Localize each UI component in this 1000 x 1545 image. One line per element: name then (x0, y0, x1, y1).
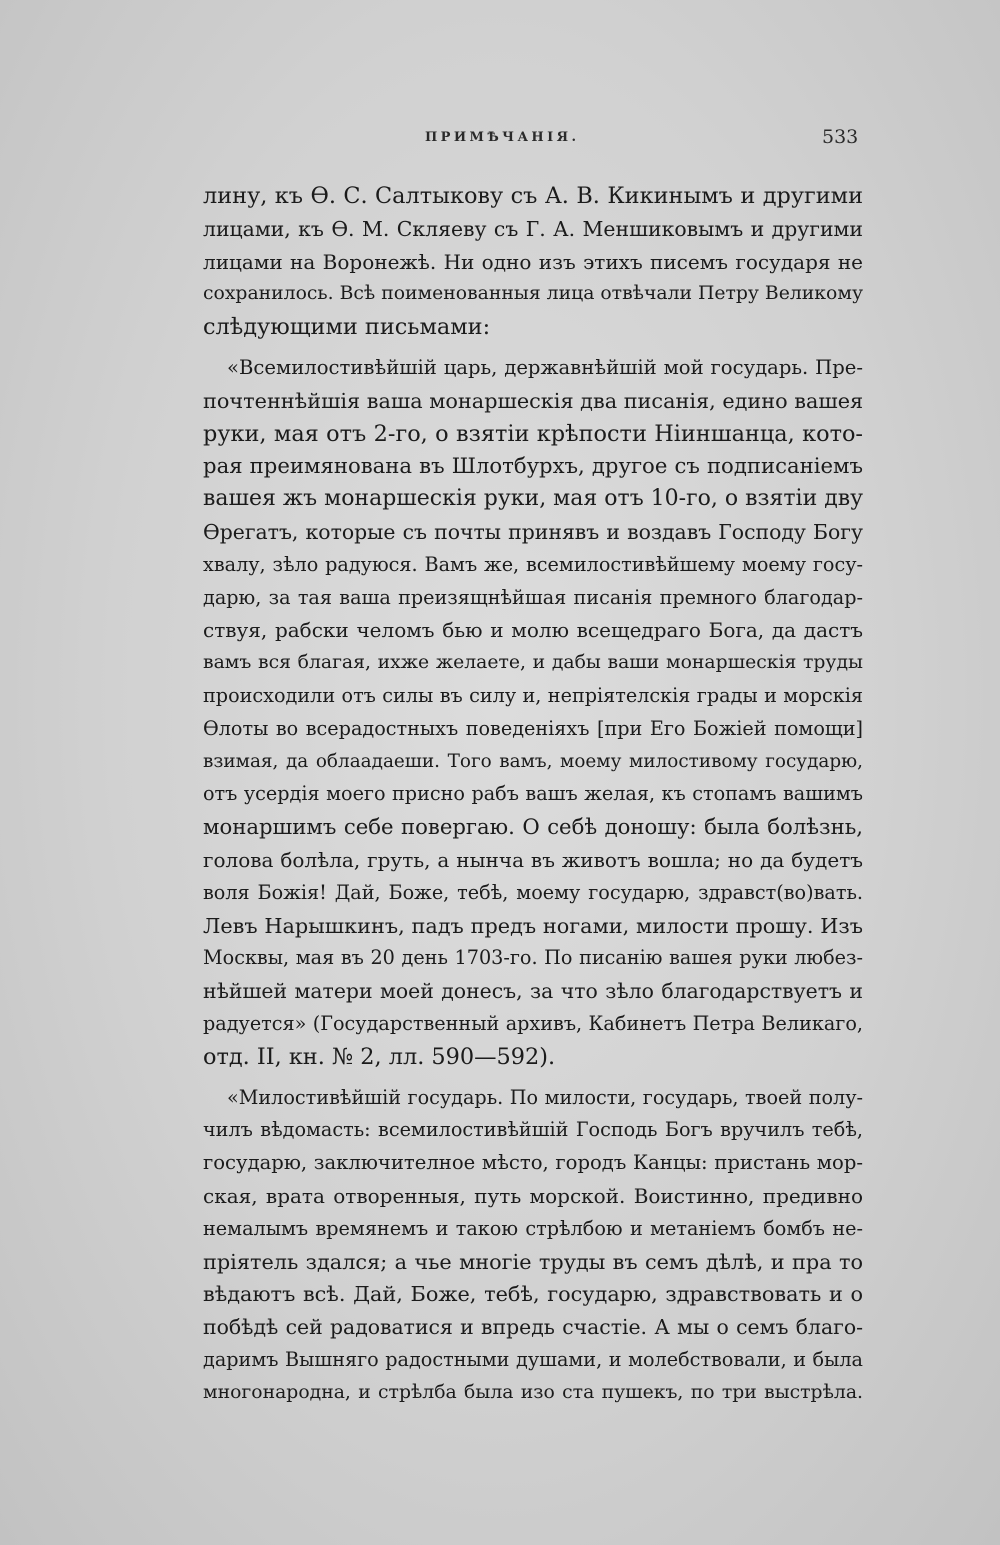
text-line: голова болѣла, груть, а нынча въ животъ вошла; но да будетъ (203, 847, 863, 872)
body-text (203, 180, 863, 1409)
text-line: происходили отъ силы въ силу и, непріятелскія грады и морскія (203, 683, 863, 707)
text-line: Левъ Нарышкинъ, падъ предъ ногами, милости прошу. Изъ (203, 913, 863, 938)
text-line: вамъ вся благая, ихже желаете, и дабы ваши монаршескія труды (203, 652, 863, 674)
text-line: нѣйшей матери моей донесъ, за что зѣло благодарствуетъ и (203, 979, 863, 1004)
text-line: вашея жъ монаршескія руки, мая отъ 10-го, о взятіи дву (203, 486, 864, 512)
text-line: побѣдѣ сей радоватися и впредь счастіе. А мы о семъ благо- (203, 1315, 863, 1340)
text-line: многонародна, и стрѣлба была изо ста пушекъ, по три выстрѣла. (203, 1381, 863, 1403)
text-line: слѣдующими письмами: (203, 314, 491, 341)
text-line: воля Божія! Дай, Боже, тебѣ, моему государю, здравст(во)вать. (203, 880, 863, 904)
text-line: руки, мая отъ 2-го, о взятіи крѣпости Ніиншанца, кото- (203, 420, 863, 447)
paragraph (203, 180, 863, 344)
text-line: даримъ Вышняго радостными душами, и молебствовали, и была (203, 1347, 863, 1371)
text-line: вѣдаютъ всѣ. Дай, Боже, тебѣ, государю, здравствовать и о (203, 1282, 863, 1307)
page-number: 533 (822, 126, 859, 148)
text-line: лицами, къ Ѳ. М. Скляеву съ Г. А. Меншиковымъ и другими (203, 216, 863, 241)
text-line: Ѳрегатъ, которые съ почты принявъ и воздавъ Господу Богу (203, 519, 863, 544)
running-title: ПРИМѢЧАНІЯ. (425, 130, 580, 145)
text-line: отъ усердія моего присно рабъ вашъ желая, къ стопамъ вашимъ (203, 782, 863, 806)
paragraph (203, 352, 863, 1074)
text-line: почтеннѣйшія ваша монаршескія два писанія, едино вашея (203, 388, 864, 413)
paragraph (203, 1082, 863, 1410)
text-line: «Милостивѣйшій государь. По милости, государь, твоей полу- (227, 1085, 863, 1109)
text-line: Москвы, мая въ 20 день 1703-го. По писанію вашея руки любез- (203, 946, 863, 970)
text-line: взимая, да облаадаеши. Того вамъ, моему милостивому государю, (203, 750, 863, 772)
text-line: отд. II, кн. № 2, лл. 590—592). (203, 1043, 556, 1070)
text-line: «Всемилостивѣйшій царь, державнѣйшій мой государь. Пре- (227, 355, 863, 379)
text-line: дарю, за тая ваша преизящнѣйшая писанія премного благодар- (203, 585, 863, 609)
text-line: чилъ вѣдомасть: всемилостивѣйшій Господь Богъ вручилъ тебѣ, (203, 1118, 863, 1142)
text-line: сохранилось. Всѣ поименованныя лица отвѣчали Петру Великому (203, 283, 863, 305)
text-line: ская, врата отворенныя, путь морской. Воистинно, предивно (203, 1183, 863, 1208)
text-line: лицами на Воронежѣ. Ни одно изъ этихъ писемъ государя не (203, 249, 863, 274)
text-line: пріятель здался; а чье многіе труды въ семъ дѣлѣ, и пра то (203, 1249, 863, 1274)
text-line: монаршимъ себе повергаю. О себѣ доношу: была болѣзнь, (203, 814, 863, 840)
text-line: лину, къ Ѳ. С. Салтыкову съ А. В. Кикинымъ и другими (203, 183, 863, 209)
text-line: радуется» (Государственный архивъ, Кабинетъ Петра Великаго, (203, 1011, 863, 1035)
text-line: рая преимянована въ Шлотбурхъ, другое съ подписаніемъ (203, 453, 863, 479)
text-line: ствуя, рабски челомъ бью и молю всещедраго Бога, да дастъ (203, 618, 863, 643)
text-line: государю, заключителное мѣсто, городъ Канцы: пристань мор- (203, 1151, 863, 1175)
text-line: немалымъ времянемъ и такою стрѣлбою и метаніемъ бомбъ не- (203, 1216, 863, 1240)
text-line: хвалу, зѣло радуюся. Вамъ же, всемилостивѣйшему моему госу- (203, 552, 863, 576)
text-line: Ѳлоты во всерадостныхъ поведеніяхъ [при Его Божіей помощи] (203, 716, 863, 740)
